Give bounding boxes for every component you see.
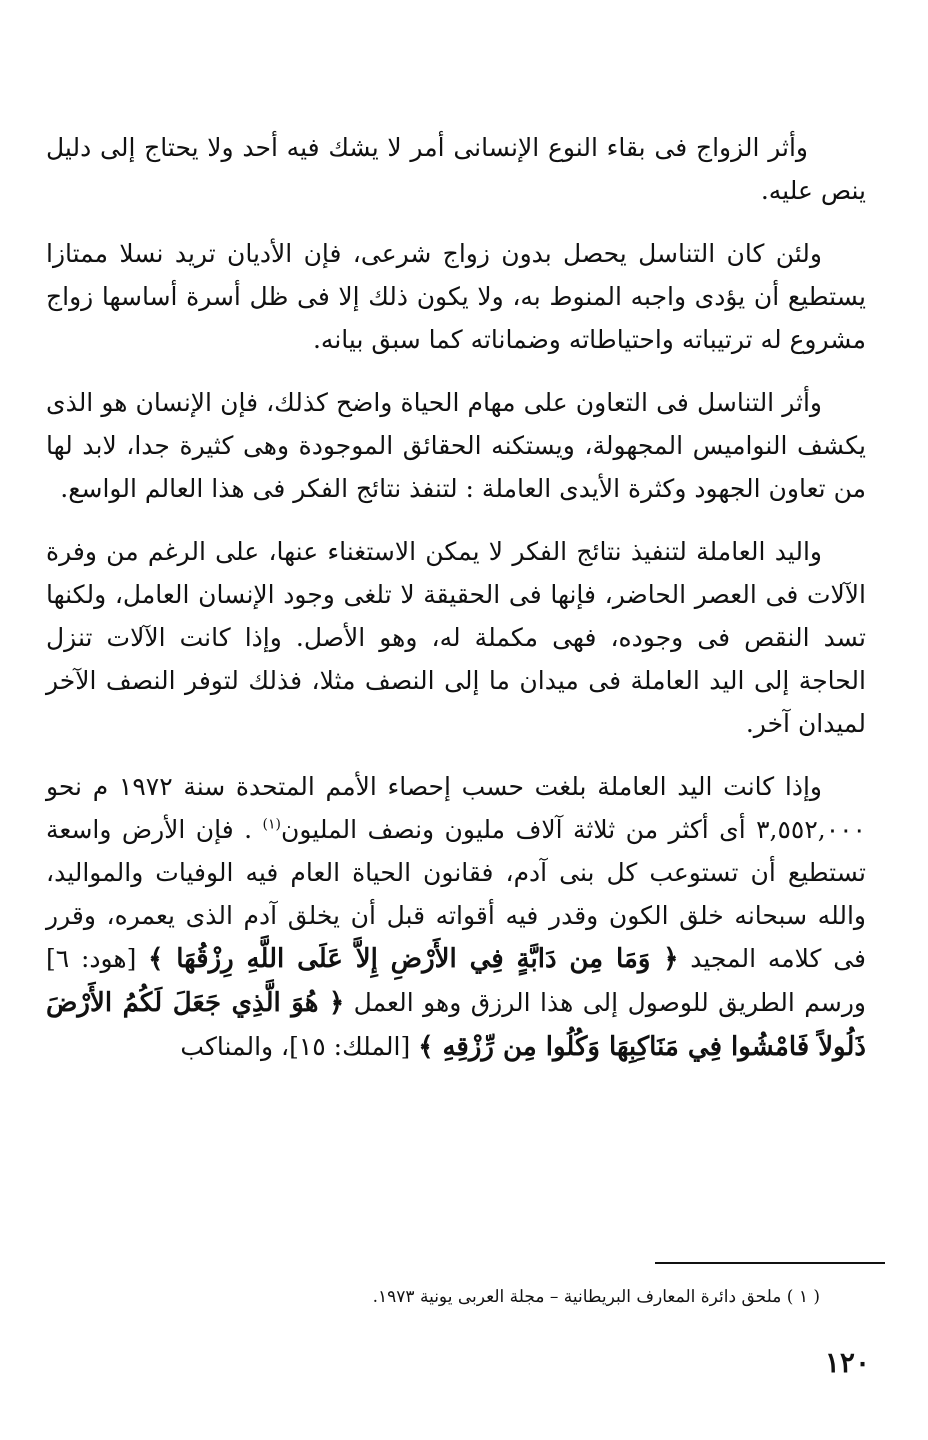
paragraph-2: ولئن كان التناسل يحصل بدون زواج شرعى، فإن الأديان تريد نسلا ممتازا يستطيع أن يؤدى واجبه المنوط به، ولا يكون ذلك إلا فى ظل أسرة أساسها زواج مشروع له ترتيباته واحتياطاته وضماناته كما سبق بيانه.	[46, 239, 866, 354]
footnote-divider	[655, 1262, 885, 1264]
paragraph-5-part-c: [هود: ٦] ورسم الطريق للوصول إلى هذا الرزق وهو العمل	[46, 944, 866, 1017]
main-text	[46, 126, 866, 1089]
footnote-reference: (١)	[262, 816, 281, 833]
paragraph-1: وأثر الزواج فى بقاء النوع الإنسانى أمر لا يشك فيه أحد ولا يحتاج إلى دليل ينص عليه.	[46, 133, 866, 205]
paragraph-5-part-d: [الملك: ١٥]، والمناكب	[180, 1032, 411, 1061]
page-number: ١٢٠	[824, 1346, 870, 1379]
paragraph-5-part-b: . فإن الأرض واسعة تستطيع أن تستوعب كل بنى آدم، فقانون الحياة العام فيه الوفيات والمواليد، والله سبحانه خلق الكون وقدر فيه أقواته قبل أن يخلق آدم الذى يعمره، وقرر فى كلامه المجيد	[46, 815, 866, 973]
paragraph-5-part-a: وإذا كانت اليد العاملة بلغت حسب إحصاء الأمم المتحدة سنة ١٩٧٢ م نحو ٣,٥٥٢,٠٠٠ أى أكثر من ثلاثة آلاف مليون ونصف المليون	[46, 772, 866, 844]
paragraph-3: وأثر التناسل فى التعاون على مهام الحياة واضح كذلك، فإن الإنسان هو الذى يكشف النواميس المجهولة، ويستكنه الحقائق الموجودة وهى كثيرة جدا، لابد لها من تعاون الجهود وكثرة الأيدى العاملة : لتنفذ نتائج الفكر فى هذا العالم الواسع.	[46, 388, 866, 503]
quran-verse-1: ﴿ وَمَا مِن دَابَّةٍ فِي الأَرْضِ إِلاَّ عَلَى اللَّهِ رِزْقُهَا ﴾	[148, 944, 679, 974]
paragraph-5	[46, 765, 866, 1069]
quran-verse-2: ﴿ هُوَ الَّذِي جَعَلَ لَكُمُ الأَرْضَ ذَلُولاً فَامْشُوا فِي مَنَاكِبِهَا وَكُلُوا مِن رِّزْقِهِ ﴾	[46, 988, 866, 1062]
paragraph-4: واليد العاملة لتنفيذ نتائج الفكر لا يمكن الاستغناء عنها، على الرغم من وفرة الآلات فى العصر الحاضر، فإنها فى الحقيقة لا تلغى وجود الإنسان العامل، ولكنها تسد النقص فى وجوده، فهى مكملة له، وهو الأصل. وإذا كانت الآلات تنزل الحاجة إلى اليد العاملة فى ميدان ما إلى النصف مثلا، فذلك لتوفر النصف الآخر لميدان آخر.	[46, 537, 866, 738]
footnote: ( ١ ) ملحق دائرة المعارف البريطانية – مجلة العربى يونية ١٩٧٣.	[372, 1287, 820, 1307]
